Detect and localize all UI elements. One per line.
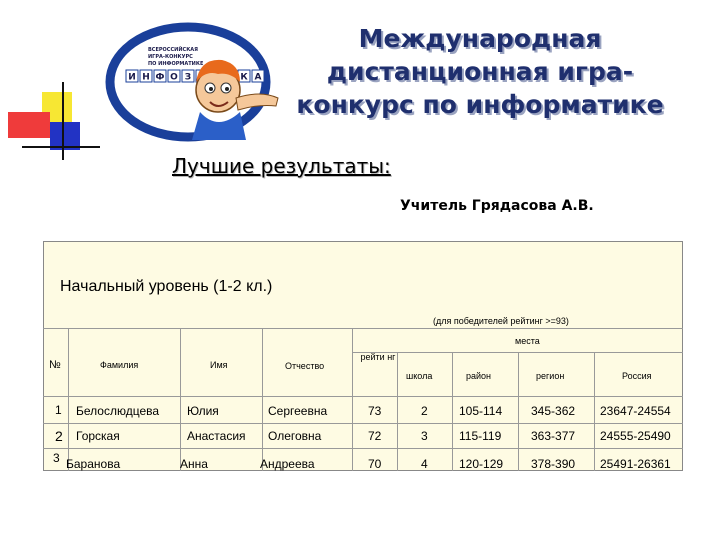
row2-name: Анастасия — [187, 429, 246, 443]
logo-letter: Ф — [155, 72, 165, 83]
row3-surname: Баранова — [66, 457, 121, 471]
logo-caption-1: ВСЕРОССИЙСКАЯ — [148, 47, 198, 53]
header-num: № — [49, 359, 61, 371]
row2-rating: 72 — [368, 429, 382, 443]
row3-school: 4 — [421, 457, 428, 471]
table-line-row2 — [43, 448, 683, 449]
row1-surname: Белослюдцева — [76, 404, 160, 418]
row2-region: 363-377 — [531, 429, 576, 443]
header-rating: рейти нг — [360, 352, 396, 362]
row2-russia: 24555-25490 — [600, 429, 671, 443]
logo-letter: З — [184, 72, 192, 83]
row3-region: 378-390 — [531, 457, 576, 471]
header-places: места — [515, 336, 540, 346]
logo-letter: О — [170, 72, 178, 83]
row1-russia: 23647-24554 — [600, 404, 671, 418]
title-line-1: Международная — [358, 24, 602, 53]
table-line-row1 — [43, 423, 683, 424]
table-col-line-2 — [180, 328, 181, 471]
table-col-line-4 — [352, 328, 353, 471]
table-col-line-7 — [518, 352, 519, 471]
row1-patronymic: Сергеевна — [268, 404, 328, 418]
row3-russia: 25491-26361 — [600, 457, 671, 471]
row1-school: 2 — [421, 404, 428, 418]
row2-district: 115-119 — [459, 429, 502, 443]
row3-name: Анна — [180, 457, 208, 471]
row1-name: Юлия — [187, 404, 219, 418]
header-name: Имя — [210, 360, 228, 370]
header-russia: Россия — [622, 371, 652, 381]
row3-patronymic: Андреева — [260, 457, 315, 471]
deco-vertical-line — [62, 82, 64, 160]
row1-rating: 73 — [368, 404, 382, 418]
logo-letter: А — [254, 72, 262, 83]
table-col-line-1 — [68, 328, 69, 471]
table-col-line-3 — [262, 328, 263, 471]
logo-letter: И — [128, 72, 136, 83]
row3-rating: 70 — [368, 457, 382, 471]
title-line-2: дистанционная игра- — [326, 57, 634, 86]
row1-region: 345-362 — [531, 404, 576, 418]
winner-rating-note: (для победителей рейтинг >=93) — [433, 316, 569, 326]
header-patronymic: Отчество — [285, 361, 325, 371]
table-col-line-5 — [397, 352, 398, 471]
row3-district: 120-129 — [459, 457, 504, 471]
deco-horizontal-line — [22, 146, 100, 148]
row3-num: 3 — [53, 451, 60, 465]
row1-num: 1 — [55, 403, 62, 417]
header-surname: Фамилия — [100, 360, 139, 370]
row2-school: 3 — [421, 429, 428, 443]
title-line-3: конкурс по информатике — [296, 90, 664, 119]
header-district: район — [466, 371, 492, 381]
level-heading: Начальный уровень (1-2 кл.) — [60, 278, 273, 295]
table-line-top — [43, 328, 683, 329]
teacher-name: Учитель Грядасова А.В. — [400, 198, 594, 214]
row2-num: 2 — [55, 428, 63, 444]
row1-district: 105-114 — [459, 404, 503, 418]
row2-patronymic: Олеговна — [268, 429, 322, 443]
logo-caption-2: ИГРА-КОНКУРС — [148, 54, 193, 60]
page-title — [270, 22, 690, 121]
table-col-line-8 — [594, 352, 595, 471]
logo-caption-3: ПО ИНФОРМАТИКЕ — [148, 61, 204, 67]
row2-surname: Горская — [76, 429, 120, 443]
logo-letter: Н — [142, 72, 150, 83]
deco-red-square — [8, 112, 50, 138]
header-region: регион — [536, 371, 565, 381]
logo-letter-tiles — [126, 70, 264, 83]
header-school: школа — [406, 371, 433, 381]
logo-letter: К — [240, 72, 248, 83]
table-line-header-bottom — [43, 396, 683, 397]
table-col-line-6 — [452, 352, 453, 471]
best-results-heading: Лучшие результаты: — [172, 154, 391, 178]
logo-infoznayka — [100, 20, 280, 145]
